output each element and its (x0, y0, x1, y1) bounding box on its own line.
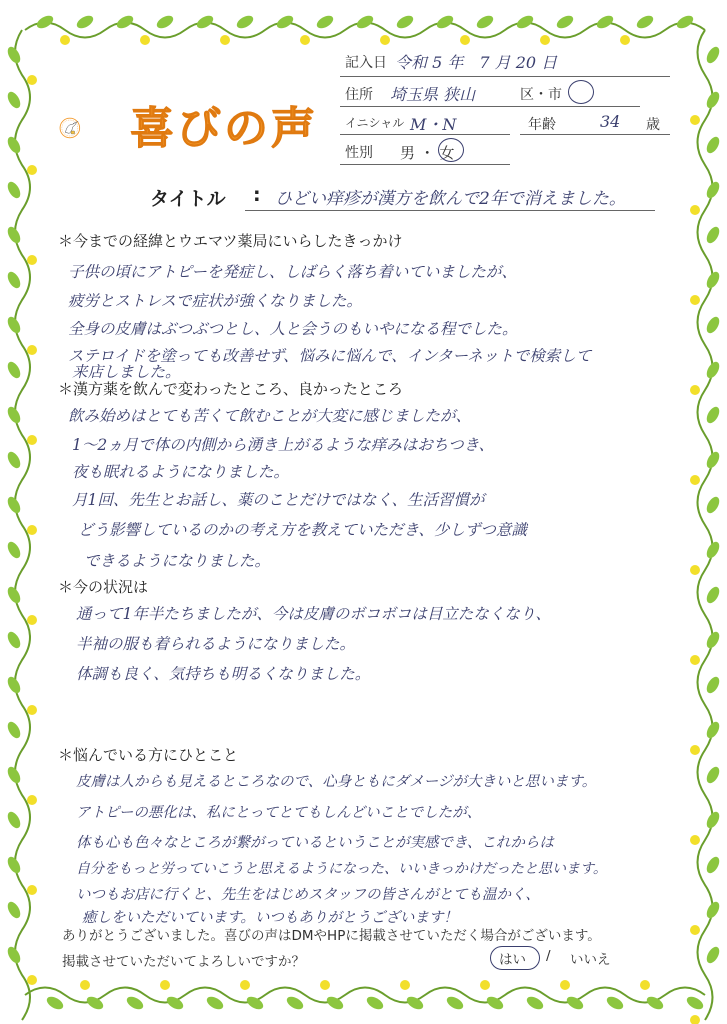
yellow-dot-icon (690, 1015, 700, 1024)
title-label: タイトル (150, 188, 226, 210)
yellow-dot-icon (160, 980, 170, 990)
leaf-icon (435, 13, 456, 31)
leaf-icon (704, 855, 722, 876)
leaf-icon (5, 405, 23, 426)
section-heading-message: ＊悩んでいる方にひとこと (58, 746, 239, 764)
leaf-icon (5, 855, 23, 876)
gender-label: 性別 (345, 145, 373, 161)
yellow-dot-icon (27, 885, 37, 895)
leaf-icon (704, 765, 722, 786)
date-value: 令和 5 年 7 月 20 日 (395, 53, 558, 72)
leaf-icon (5, 945, 23, 966)
section-heading-history: ＊今までの経緯とウエマツ薬局にいらしたきっかけ (58, 232, 403, 250)
leaf-icon (195, 13, 216, 31)
leaf-icon (5, 675, 23, 696)
leaf-icon (355, 13, 376, 31)
yellow-dot-icon (80, 980, 90, 990)
leaf-icon (275, 13, 296, 31)
leaf-icon (5, 585, 23, 606)
section-line: 来店しました。 (72, 363, 181, 381)
section-line: 月1回、先生とお話し、薬のことだけではなく、生活習慣が (72, 491, 485, 509)
leaf-icon (685, 994, 706, 1012)
yellow-dot-icon (690, 655, 700, 665)
leaf-icon (235, 13, 256, 31)
yellow-dot-icon (300, 35, 310, 45)
section-line: 1〜2ヵ月で体の内側から湧き上がるような痒みはおちつき、 (72, 436, 494, 454)
yellow-dot-icon (690, 205, 700, 215)
section-line: 半袖の服も着られるようになりました。 (76, 635, 356, 653)
title-text: ひどい痒疹が漢方を飲んで2年で消えました。 (275, 189, 626, 209)
yellow-dot-icon (27, 345, 37, 355)
yellow-dot-icon (320, 980, 330, 990)
yellow-dot-icon (27, 795, 37, 805)
leaf-icon (5, 180, 23, 201)
leaf-icon (75, 13, 96, 31)
leaf-icon (704, 405, 722, 426)
yellow-dot-icon (140, 35, 150, 45)
yellow-dot-icon (690, 115, 700, 125)
leaf-icon (555, 13, 576, 31)
leaf-icon (704, 585, 722, 606)
section-line: ステロイドを塗っても改善せず、悩みに悩んで、インターネットで検索して (68, 347, 592, 365)
consent-yes: はい (499, 952, 526, 968)
yellow-dot-icon (60, 35, 70, 45)
leaf-icon (5, 270, 23, 291)
leaf-icon (5, 45, 23, 66)
leaf-icon (5, 90, 23, 111)
leaf-icon (45, 994, 66, 1012)
yellow-dot-icon (540, 35, 550, 45)
gender-value: 男 ・ 女 (400, 144, 455, 162)
age-label: 年齢 (528, 117, 556, 133)
initial-value: M・N (410, 115, 457, 134)
leaf-icon (5, 450, 23, 471)
page-logo-title: 喜びの声 (130, 103, 318, 154)
address-unit: 区・市 (520, 87, 562, 103)
section-line: 夜も眠れるようになりました。 (72, 463, 290, 481)
address-value: 埼玉県 狭山 (390, 85, 476, 104)
yellow-dot-icon (690, 835, 700, 845)
yellow-dot-icon (620, 35, 630, 45)
consent-slash: / (546, 948, 551, 964)
address-label: 住所 (345, 87, 373, 103)
yellow-dot-icon (27, 525, 37, 535)
yellow-dot-icon (27, 75, 37, 85)
section-line: できるようになりました。 (84, 552, 271, 570)
leaf-icon (5, 900, 23, 921)
leaf-icon (5, 720, 23, 741)
yellow-dot-icon (400, 980, 410, 990)
leaf-icon (285, 994, 306, 1012)
section-line: アトピーの悪化は、私にとってとてもしんどいことでしたが、 (76, 805, 482, 821)
yellow-dot-icon (240, 980, 250, 990)
yellow-dot-icon (640, 980, 650, 990)
leaf-icon (5, 495, 23, 516)
initial-label: イニシャル (345, 116, 405, 130)
leaf-icon (35, 13, 56, 31)
age-unit: 歳 (646, 117, 660, 133)
leaf-icon (635, 13, 656, 31)
leaf-icon (704, 315, 722, 336)
yellow-dot-icon (690, 745, 700, 755)
title-colon: : (253, 184, 261, 206)
yellow-dot-icon (690, 295, 700, 305)
yellow-dot-icon (690, 385, 700, 395)
age-value: 34 (600, 112, 621, 131)
leaf-icon (5, 135, 23, 156)
section-heading-changes: ＊漢方薬を飲んで変わったところ、良かったところ (58, 380, 403, 398)
section-line: いつもお店に行くと、先生をはじめスタッフの皆さんがとても温かく、 (76, 887, 540, 903)
leaf-icon (675, 13, 696, 31)
leaf-icon (5, 630, 23, 651)
stork-logo-icon (58, 88, 138, 168)
section-line: 癒しをいただいています。いつもありがとうございます！ (82, 910, 458, 926)
leaf-icon (704, 45, 722, 66)
yellow-dot-icon (27, 255, 37, 265)
leaf-icon (115, 13, 136, 31)
yellow-dot-icon (560, 980, 570, 990)
section-line: 通って1年半たちましたが、今は皮膚のボコボコは目立たなくなり、 (76, 605, 551, 623)
leaf-icon (5, 315, 23, 336)
section-line: 体調も良く、気持ちも明るくなりました。 (76, 665, 371, 683)
leaf-icon (704, 495, 722, 516)
leaf-icon (365, 994, 386, 1012)
leaf-icon (5, 810, 23, 831)
section-line: 自分をもっと労っていこうと思えるようになった、いいきっかけだったと思います。 (76, 861, 607, 877)
leaf-icon (605, 994, 626, 1012)
leaf-icon (525, 994, 546, 1012)
yellow-dot-icon (27, 975, 37, 985)
yellow-dot-icon (480, 980, 490, 990)
footer-question: 掲載させていただいてよろしいですか？ (62, 954, 305, 970)
section-line: 疲労とストレスで症状が強くなりました。 (68, 292, 363, 310)
leaf-icon (205, 994, 226, 1012)
leaf-icon (595, 13, 616, 31)
section-line: 全身の皮膚はぶつぶつとし、人と会うのもいやになる程でした。 (68, 320, 518, 338)
yellow-dot-icon (690, 475, 700, 485)
leaf-icon (704, 945, 722, 966)
yellow-dot-icon (220, 35, 230, 45)
leaf-icon (155, 13, 176, 31)
section-line: 飲み始めはとても苦くて飲むことが大変に感じましたが、 (68, 407, 472, 425)
footer-thanks: ありがとうございました。喜びの声はDMやHPに掲載させていただく場合がございます。 (62, 928, 601, 944)
consent-no: いいえ (570, 952, 611, 968)
leaf-icon (5, 540, 23, 561)
section-heading-current: ＊今の状況は (58, 578, 149, 596)
leaf-icon (475, 13, 496, 31)
yellow-dot-icon (27, 705, 37, 715)
leaf-icon (395, 13, 416, 31)
section-line: どう影響しているのかの考え方を教えていただき、少しずつ意識 (78, 521, 527, 539)
leaf-icon (445, 994, 466, 1012)
leaf-icon (5, 765, 23, 786)
date-label: 記入日 (345, 55, 387, 71)
leaf-icon (704, 135, 722, 156)
yellow-dot-icon (690, 565, 700, 575)
leaf-icon (704, 675, 722, 696)
section-line: 子供の頃にアトピーを発症し、しばらく落ち着いていましたが、 (68, 263, 517, 281)
yellow-dot-icon (27, 165, 37, 175)
yellow-dot-icon (460, 35, 470, 45)
section-line: 皮膚は人からも見えるところなので、心身ともにダメージが大きいと思います。 (76, 774, 597, 790)
leaf-icon (315, 13, 336, 31)
yellow-dot-icon (690, 925, 700, 935)
leaf-icon (704, 225, 722, 246)
yellow-dot-icon (27, 435, 37, 445)
section-line: 体も心も色々なところが繋がっているということが実感でき、これからは (76, 835, 554, 851)
leaf-icon (515, 13, 536, 31)
yellow-dot-icon (380, 35, 390, 45)
leaf-icon (125, 994, 146, 1012)
yellow-dot-icon (27, 615, 37, 625)
leaf-icon (5, 360, 23, 381)
leaf-icon (5, 225, 23, 246)
